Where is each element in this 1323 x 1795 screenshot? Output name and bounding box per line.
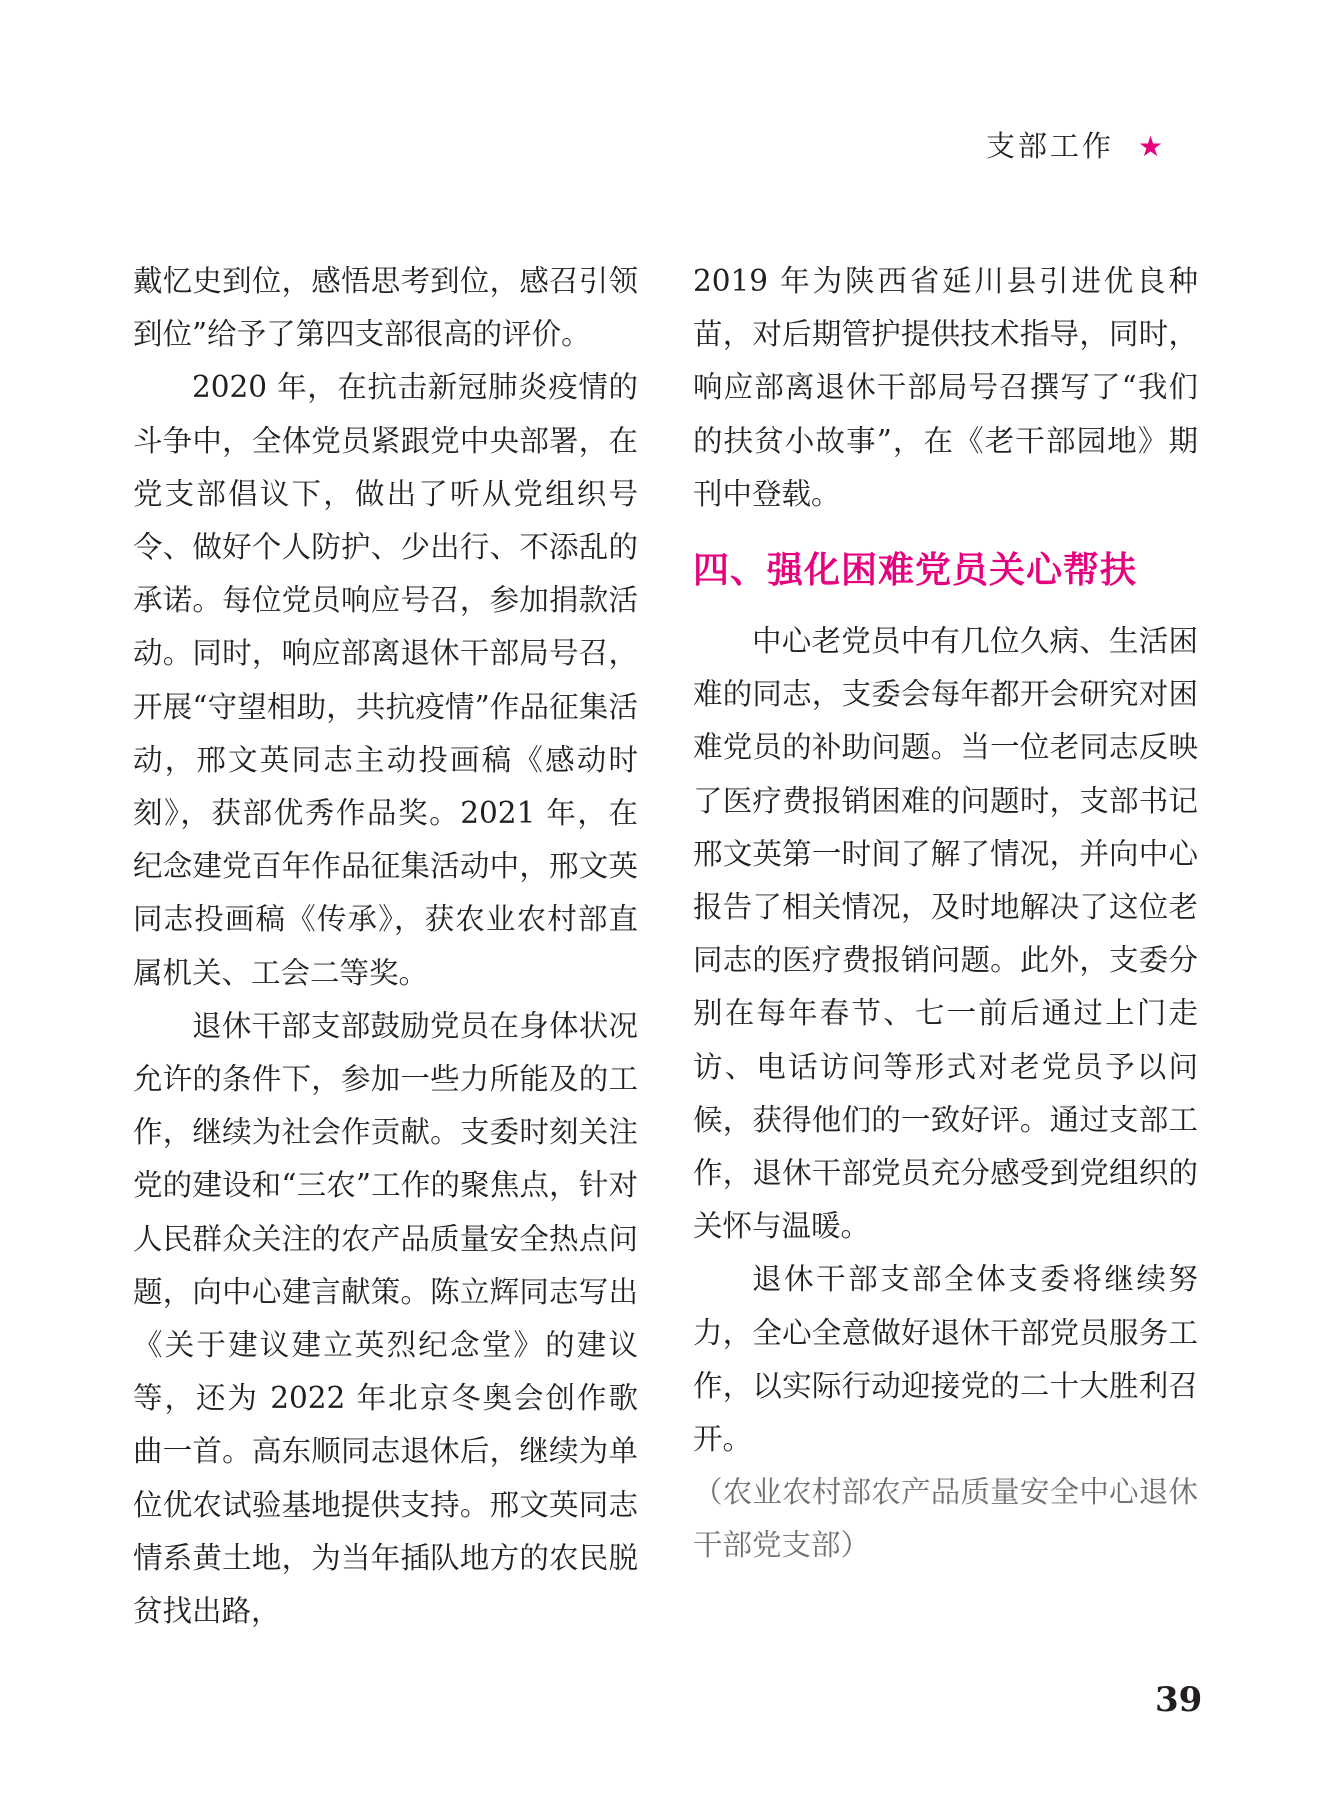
paragraph: 退休干部支部全体支委将继续努力，全心全意做好退休干部党员服务工作，以实际行动迎接党的二十大胜利召开。 (693, 1262, 1198, 1457)
section-title: 支部工作 (986, 129, 1115, 163)
section-heading: 四、强化困难党员关心帮扶 (693, 550, 1138, 592)
paragraph: 退休干部支部鼓励党员在身体状况允许的条件下，参加一些力所能及的工作，继续为社会作贡献。支委时刻关注党的建设和“三农”工作的聚焦点，针对人民群众关注的农产品质量安全热点问题，向中心建言献策。陈立辉同志写出《关于建议建立英烈纪念堂》的建议等，还为 2022 年北京冬奥会创作歌曲一首。高东顺同志退休后，继续为单位优农试验基地提供支持。邢文英同志情系黄土地，为当年插队地方的农民脱贫找出路， (133, 1008, 638, 1629)
paragraph: 中心老党员中有几位久病、生活困难的同志，支委会每年都开会研究对困难党员的补助问题。当一位老同志反映了医疗费报销困难的问题时，支部书记邢文英第一时间了解了情况，并向中心报告了相关情况，及时地解决了这位老同志的医疗费报销问题。此外，支委分别在每年春节、七一前后通过上门走访、电话访问等形式对老党员予以问候，获得他们的一致好评。通过支部工作，退休干部党员充分感受到党组织的关怀与温暖。 (693, 624, 1198, 1244)
paragraph: 2020 年，在抗击新冠肺炎疫情的斗争中，全体党员紧跟党中央部署，在党支部倡议下，做出了听从党组织号令、做好个人防护、少出行、不添乱的承诺。每位党员响应号召，参加捐款活动。同时，响应部离退休干部局号召，开展“守望相助，共抗疫情”作品征集活动，邢文英同志主动投画稿《感动时刻》，获部优秀作品奖。2021 年，在纪念建党百年作品征集活动中，邢文英同志投画稿《传承》，获农业农村部直属机关、工会二等奖。 (133, 370, 638, 990)
article-attribution: （农业农村部农产品质量安全中心退休干部党支部） (693, 1475, 1198, 1563)
star-icon: ★ (1138, 130, 1167, 163)
right-column (693, 255, 1198, 1573)
page-number: 39 (1155, 1680, 1203, 1720)
left-column (133, 255, 638, 1638)
running-header (986, 126, 1166, 167)
paragraph-continued: 2019 年为陕西省延川县引进优良种苗，对后期管护提供技术指导，同时，响应部离退休干部局号召撰写了“我们的扶贫小故事”，在《老干部园地》期刊中登载。 (693, 264, 1198, 511)
paragraph-continued: 戴忆史到位，感悟思考到位，感召引领到位”给予了第四支部很高的评价。 (133, 264, 638, 352)
